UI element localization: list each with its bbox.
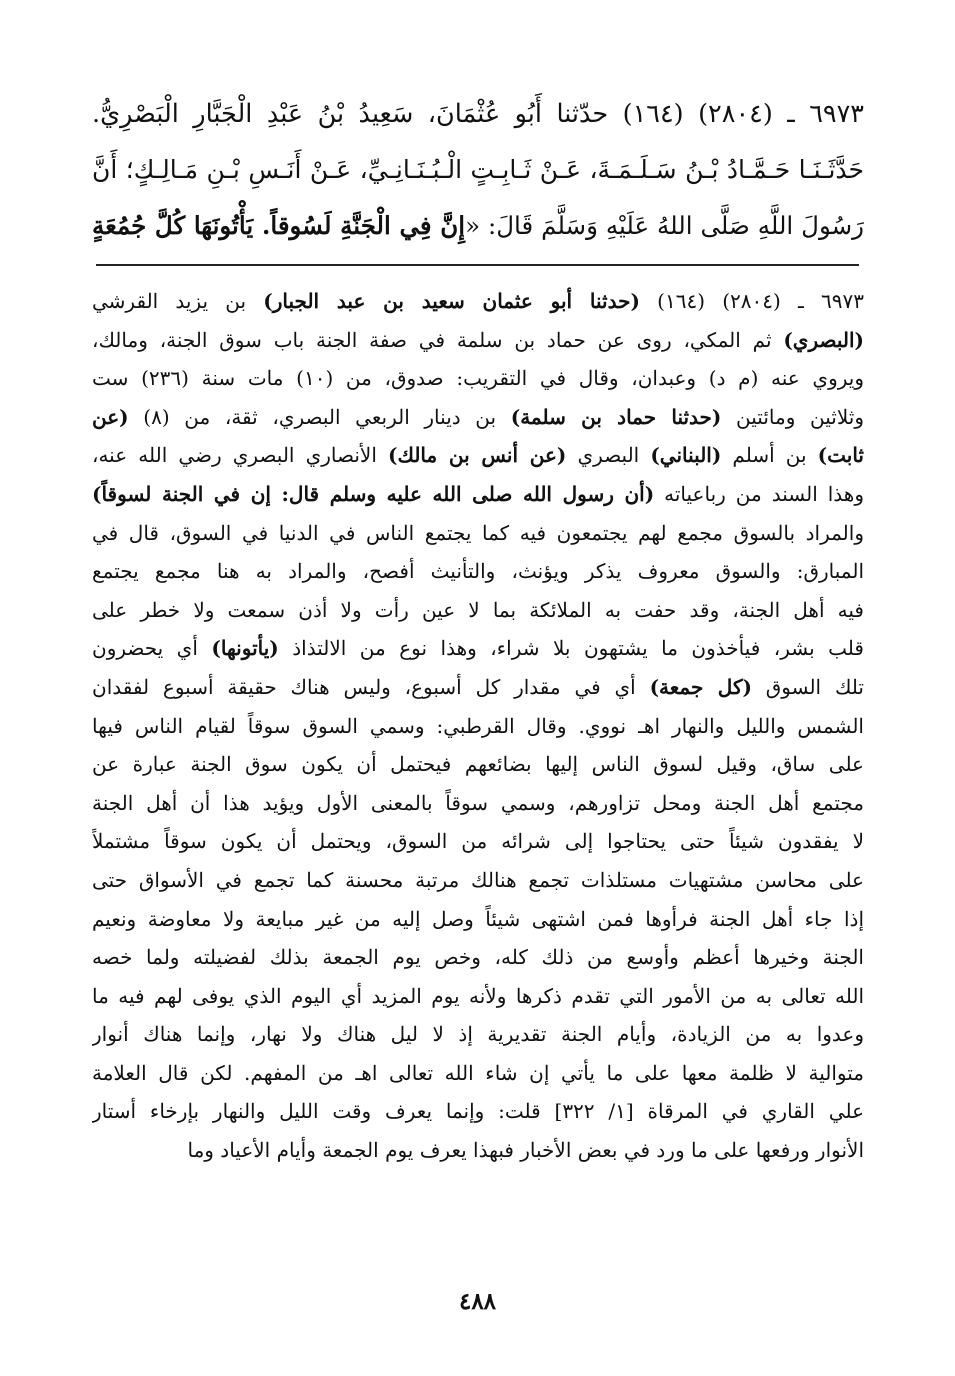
footnote-divider bbox=[96, 264, 859, 266]
commentary-line bbox=[92, 1131, 864, 1170]
hadith-line bbox=[92, 198, 864, 254]
commentary-line bbox=[92, 938, 864, 977]
commentary-line bbox=[92, 359, 864, 398]
commentary-line bbox=[92, 321, 864, 360]
text-segment: البصري bbox=[566, 443, 651, 468]
bold-segment: (عن bbox=[92, 404, 129, 429]
text-segment: المبارق: والسوق معروف يذكر ويؤنث، والتأنيث أفصح، والمراد به هنا مجمع يجتمع bbox=[92, 559, 864, 584]
bold-segment: (البصري) bbox=[783, 327, 864, 352]
text-segment: أي يحضرون bbox=[92, 636, 212, 661]
text-segment: الجنة وخيرها أعظم وأوسع من ذلك كله، وخص يوم الجمعة بذلك لفضيلته ولما خصه bbox=[92, 945, 864, 970]
page-number: ٤٨٨ bbox=[458, 1288, 497, 1315]
commentary-line bbox=[92, 514, 864, 553]
commentary-line bbox=[92, 552, 864, 591]
commentary-text bbox=[92, 282, 864, 1170]
text-segment: وعدوا به من الزيادة، وأيام الجنة تقديرية إذ لا ليل هناك ولا نهار، وإنما هناك أنوار bbox=[92, 1022, 864, 1047]
bold-segment: (أن رسول الله صلى الله عليه وسلم قال: إن في الجنة لسوقاً) bbox=[92, 481, 655, 506]
text-segment: الشمس والليل والنهار اهـ نووي. وقال القرطبي: وسمي السوق سوقاً لقيام الناس فيها bbox=[92, 713, 864, 738]
text-segment: علي القاري في المرقاة [١/ ٣٢٢] قلت: وإنما يعرف وقت الليل والنهار بإرخاء أستار bbox=[92, 1099, 864, 1124]
text-segment: والمراد بالسوق مجمع لهم يجتمعون فيه كما يجتمع الناس في الدنيا في السوق، قال في bbox=[92, 520, 864, 545]
hadith-line bbox=[92, 142, 864, 198]
text-segment: إذا جاء أهل الجنة فرأوها فمن اشتهى شيئاً وصل إليه من غير مبايعة ولا معاوضة ونعيم bbox=[92, 906, 864, 931]
text-segment: فيه أهل الجنة، وقد حفت به الملائكة بما لا عين رأت ولا أذن سمعت ولا خطر على bbox=[92, 597, 864, 622]
commentary-line bbox=[92, 745, 864, 784]
commentary-line bbox=[92, 398, 864, 437]
bold-segment: (حدثنا حماد بن سلمة) bbox=[510, 404, 722, 429]
commentary-line bbox=[92, 282, 864, 321]
commentary-line bbox=[92, 591, 864, 630]
bold-segment: (البناني) bbox=[650, 443, 722, 468]
text-segment: ويروي عنه (م د) وعبدان، وقال في التقريب: صدوق، من (١٠) مات سنة (٢٣٦) ست bbox=[92, 366, 864, 391]
text-segment: على ساق، وقيل لسوق الناس إليها بضائعهم فيحتمل أن يكون سوق الجنة عبارة عن bbox=[92, 752, 864, 777]
text-segment: ثم المكي، روى عن حماد بن سلمة في صفة الجنة باب سوق الجنة، ومالك، bbox=[92, 327, 784, 352]
text-segment: بن دينار الربعي البصري، ثقة، من (٨) bbox=[128, 404, 511, 429]
text-segment: رَسُولَ اللَّهِ صَلَّى اللهُ عَلَيْهِ وَسَلَّمَ قَالَ: « bbox=[465, 211, 864, 240]
hadith-text bbox=[92, 86, 864, 254]
commentary-line bbox=[92, 977, 864, 1016]
text-segment: متوالية لا ظلمة معها على ما يأتي إن شاء الله تعالى اهـ من المفهم. لكن قال العلامة bbox=[92, 1060, 864, 1085]
bold-segment: إِنَّ فِي الْجَنَّةِ لَسُوقاً. يَأْتُونَهَا كُلَّ جُمُعَةٍ bbox=[92, 211, 466, 240]
text-segment: قلب بشر، فيأخذون ما يشتهون بلا شراء، وهذا نوع من الالتذاذ bbox=[278, 636, 864, 661]
bold-segment: ثابت) bbox=[817, 443, 864, 468]
commentary-line bbox=[92, 822, 864, 861]
text-segment: الله تعالى به من الأمور التي تقدم ذكرها ولأنه يوم المزيد أي اليوم الذي يوفى لهم فيه ما bbox=[92, 983, 864, 1008]
text-segment: ٦٩٧٣ ـ (٢٨٠٤) (١٦٤) حدّثنا أَبُو عُثْمَانَ، سَعِيدُ بْنُ عَبْدِ الْجَبَّارِ الْبَصْرِيُّ. bbox=[92, 99, 864, 129]
text-segment: وثلاثين ومائتين bbox=[721, 404, 864, 429]
bold-segment: (عن أنس بن مالك) bbox=[388, 443, 567, 468]
hadith-line bbox=[92, 86, 864, 142]
commentary-line bbox=[92, 629, 864, 668]
text-segment: تلك السوق bbox=[751, 674, 864, 699]
commentary-line bbox=[92, 668, 864, 707]
text-segment: الأنوار ورفعها على ما ورد في بعض الأخبار فبهذا يعرف يوم الجمعة وأيام الأعياد وما bbox=[187, 1138, 864, 1163]
bold-segment: (كل جمعة) bbox=[649, 674, 752, 699]
commentary-line bbox=[92, 1015, 864, 1054]
commentary-line bbox=[92, 475, 864, 514]
text-segment: وهذا السند من رباعياته bbox=[654, 481, 864, 506]
text-segment: بن أسلم bbox=[721, 443, 818, 468]
commentary-line bbox=[92, 436, 864, 475]
text-segment: مجتمع أهل الجنة ومحل تزاورهم، وسمي سوقاً بالمعنى الأول ويؤيد هذا أن أهل الجنة bbox=[92, 790, 864, 815]
commentary-line bbox=[92, 1092, 864, 1131]
text-segment: أي في مقدار كل أسبوع، وليس هناك حقيقة أسبوع لفقدان bbox=[92, 674, 650, 699]
commentary-line bbox=[92, 1054, 864, 1093]
text-segment: بن يزيد القرشي bbox=[92, 289, 264, 313]
text-segment: لا يفقدون شيئاً حتى يحتاجوا إلى شرائه من السوق، ويحتمل أن يكون سوقاً مشتملاً bbox=[92, 829, 864, 854]
text-segment: حَدَّثَـنَـا حَـمَّـادُ بْـنُ سَـلَـمَـةَ، عَـنْ ثَـابِـتٍ الْـبُـنَـانِـيِّ، عَـنْ أَنَـسِ بْـنِ مَـالِـكٍ؛ أَنَّ bbox=[92, 155, 864, 184]
commentary-line bbox=[92, 861, 864, 900]
commentary-line bbox=[92, 707, 864, 746]
commentary-line bbox=[92, 784, 864, 823]
text-segment: الأنصاري البصري رضي الله عنه، bbox=[92, 443, 388, 468]
commentary-line bbox=[92, 900, 864, 939]
bold-segment: (يأتونها) bbox=[211, 636, 279, 661]
text-segment: على محاسن مشتهيات مستلذات تجمع هنالك مرتبة محسنة كما تجمع في الأسواق حتى bbox=[92, 867, 864, 892]
text-segment: ٦٩٧٣ ـ (٢٨٠٤) (١٦٤) bbox=[639, 289, 864, 313]
bold-segment: (حدثنا أبو عثمان سعيد بن عبد الجبار) bbox=[263, 289, 640, 313]
